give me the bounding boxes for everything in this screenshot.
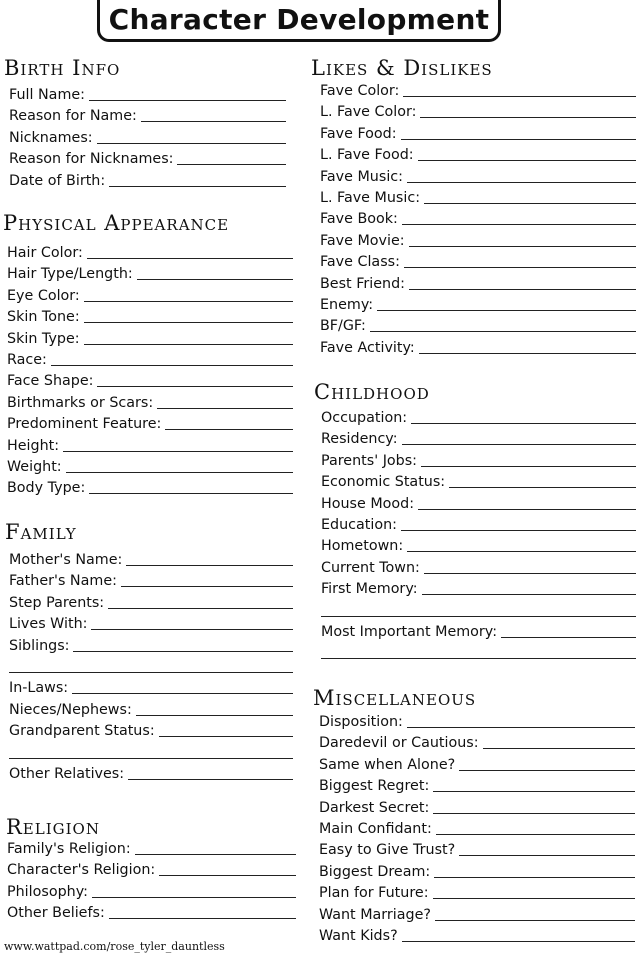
- field-want-marriage[interactable]: Want Marriage?: [319, 905, 635, 926]
- field-siblings[interactable]: Siblings:: [9, 636, 293, 657]
- field-same-when-alone[interactable]: Same when Alone?: [319, 755, 635, 776]
- field-easy-to-give-trust[interactable]: Easy to Give Trust?: [319, 840, 635, 861]
- field-first-memory-extra-line[interactable]: [321, 601, 636, 622]
- field-least-fave-color[interactable]: L. Fave Color:: [320, 102, 636, 123]
- field-familys-religion[interactable]: Family's Religion:: [7, 839, 296, 860]
- field-siblings-extra-line[interactable]: [9, 657, 293, 678]
- section-heading: Likes & Dislikes: [311, 56, 493, 80]
- field-education[interactable]: Education:: [321, 515, 636, 536]
- field-fave-class[interactable]: Fave Class:: [320, 252, 636, 273]
- section-likes-dislikes: [311, 56, 636, 359]
- field-birthmarks-scars[interactable]: Birthmarks or Scars:: [7, 393, 293, 414]
- section-childhood: [314, 380, 636, 665]
- field-hair-type-length[interactable]: Hair Type/Length:: [7, 264, 293, 285]
- field-economic-status[interactable]: Economic Status:: [321, 472, 636, 493]
- field-least-fave-food[interactable]: L. Fave Food:: [320, 145, 636, 166]
- field-fave-color[interactable]: Fave Color:: [320, 81, 636, 102]
- section-heading: Birth Info: [4, 56, 121, 80]
- section-heading: Miscellaneous: [313, 686, 477, 710]
- field-fave-book[interactable]: Fave Book:: [320, 209, 636, 230]
- field-occupation[interactable]: Occupation:: [321, 408, 636, 429]
- field-residency[interactable]: Residency:: [321, 429, 636, 450]
- field-date-of-birth[interactable]: Date of Birth:: [9, 171, 286, 192]
- footer-url: www.wattpad.com/rose_tyler_dauntless: [4, 940, 225, 953]
- field-reason-for-name[interactable]: Reason for Name:: [9, 106, 286, 127]
- field-bf-gf[interactable]: BF/GF:: [320, 316, 636, 337]
- field-least-fave-music[interactable]: L. Fave Music:: [320, 188, 636, 209]
- field-fathers-name[interactable]: Father's Name:: [9, 571, 293, 592]
- field-hometown[interactable]: Hometown:: [321, 536, 636, 557]
- field-fave-music[interactable]: Fave Music:: [320, 167, 636, 188]
- field-most-important-memory-extra-line[interactable]: [321, 643, 636, 664]
- field-enemy[interactable]: Enemy:: [320, 295, 636, 316]
- section-heading: Family: [5, 520, 77, 544]
- field-skin-type[interactable]: Skin Type:: [7, 329, 293, 350]
- field-other-relatives[interactable]: Other Relatives:: [9, 764, 293, 785]
- page-title: Character Development: [108, 3, 490, 36]
- field-full-name[interactable]: Full Name:: [9, 85, 286, 106]
- field-other-beliefs[interactable]: Other Beliefs:: [7, 903, 296, 924]
- field-grandparent-status[interactable]: Grandparent Status:: [9, 721, 293, 742]
- field-nicknames[interactable]: Nicknames:: [9, 128, 286, 149]
- field-nieces-nephews[interactable]: Nieces/Nephews:: [9, 700, 293, 721]
- field-most-important-memory[interactable]: Most Important Memory:: [321, 622, 636, 643]
- field-fave-food[interactable]: Fave Food:: [320, 124, 636, 145]
- field-disposition[interactable]: Disposition:: [319, 712, 635, 733]
- field-biggest-regret[interactable]: Biggest Regret:: [319, 776, 635, 797]
- field-plan-for-future[interactable]: Plan for Future:: [319, 883, 635, 904]
- field-want-kids[interactable]: Want Kids?: [319, 926, 635, 947]
- field-eye-color[interactable]: Eye Color:: [7, 286, 293, 307]
- field-hair-color[interactable]: Hair Color:: [7, 243, 293, 264]
- section-heading: Childhood: [314, 380, 430, 404]
- section-religion: [6, 815, 296, 925]
- field-step-parents[interactable]: Step Parents:: [9, 593, 293, 614]
- field-weight[interactable]: Weight:: [7, 457, 293, 478]
- field-mothers-name[interactable]: Mother's Name:: [9, 550, 293, 571]
- field-first-memory[interactable]: First Memory:: [321, 579, 636, 600]
- field-house-mood[interactable]: House Mood:: [321, 494, 636, 515]
- field-lives-with[interactable]: Lives With:: [9, 614, 293, 635]
- field-darkest-secret[interactable]: Darkest Secret:: [319, 798, 635, 819]
- field-daredevil-or-cautious[interactable]: Daredevil or Cautious:: [319, 733, 635, 754]
- field-current-town[interactable]: Current Town:: [321, 558, 636, 579]
- field-main-confidant[interactable]: Main Confidant:: [319, 819, 635, 840]
- field-body-type[interactable]: Body Type:: [7, 478, 293, 499]
- field-in-laws[interactable]: In-Laws:: [9, 678, 293, 699]
- section-birth-info: [4, 56, 286, 192]
- field-fave-activity[interactable]: Fave Activity:: [320, 338, 636, 359]
- field-grandparent-extra-line[interactable]: [9, 743, 293, 764]
- field-height[interactable]: Height:: [7, 436, 293, 457]
- section-heading: Physical Appearance: [3, 211, 230, 235]
- title-banner: [97, 0, 501, 42]
- field-face-shape[interactable]: Face Shape:: [7, 371, 293, 392]
- field-characters-religion[interactable]: Character's Religion:: [7, 860, 296, 881]
- field-parents-jobs[interactable]: Parents' Jobs:: [321, 451, 636, 472]
- field-reason-for-nicknames[interactable]: Reason for Nicknames:: [9, 149, 286, 170]
- field-fave-movie[interactable]: Fave Movie:: [320, 231, 636, 252]
- field-predominent-feature[interactable]: Predominent Feature:: [7, 414, 293, 435]
- field-best-friend[interactable]: Best Friend:: [320, 274, 636, 295]
- field-skin-tone[interactable]: Skin Tone:: [7, 307, 293, 328]
- section-physical-appearance: [3, 211, 293, 500]
- field-philosophy[interactable]: Philosophy:: [7, 882, 296, 903]
- field-biggest-dream[interactable]: Biggest Dream:: [319, 862, 635, 883]
- section-heading: Religion: [6, 815, 100, 839]
- section-family: [5, 520, 293, 785]
- section-miscellaneous: [313, 686, 635, 947]
- field-race[interactable]: Race:: [7, 350, 293, 371]
